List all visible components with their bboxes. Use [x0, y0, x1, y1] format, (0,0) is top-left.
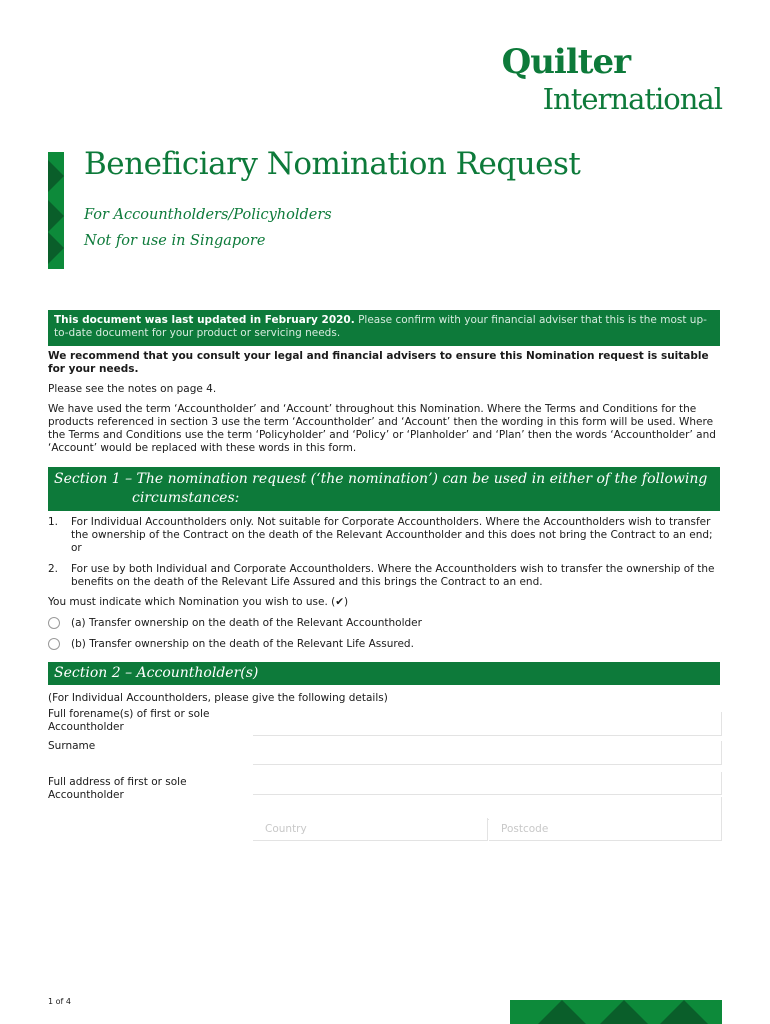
see-notes-text: Please see the notes on page 4. [48, 383, 217, 395]
forename-field[interactable] [253, 712, 722, 736]
option-a-label: (a) Transfer ownership on the death of the Relevant Accountholder [71, 617, 422, 629]
section-1-title-line2: circumstances: [132, 490, 240, 506]
terms-note-text: We have used the term ‘Accountholder’ and ‘Account’ throughout this Nomination. Where the Terms and Conditions for the products referenced in section 3 use the term ‘Accountholder’ and ‘Account’ then the wording in this form will be used. Where the Terms and Conditions use the term ‘Policyholder’ and ‘Policy’ or ‘Planholder’ and ‘Plan’ then the words ‘Accountholder’ and ‘Account’ would be replaced with these words in this form. [48, 403, 716, 454]
option-a-radio[interactable] [48, 617, 60, 629]
individual-instruction: (For Individual Accountholders, please give the following details) [48, 692, 388, 704]
footer-ribbon-decoration [510, 1000, 722, 1024]
postcode-field[interactable] [489, 818, 722, 841]
notice-bold: This document was last updated in February 2020. [54, 314, 355, 326]
indicate-instruction: You must indicate which Nomination you wish to use. (✔) [48, 596, 349, 608]
country-field[interactable] [253, 818, 488, 841]
subtitle-restriction: Not for use in Singapore [84, 233, 266, 249]
recommendation-text: We recommend that you consult your legal and financial advisers to ensure this Nomination request is suitable for your needs. [48, 350, 709, 375]
list-item-number: 1. [48, 516, 59, 528]
surname-field[interactable] [253, 741, 722, 765]
forename-label: Full forename(s) of first or sole Accountholder [48, 708, 210, 733]
notice-rest: Please confirm with your financial adviser that this is the most up-to-date document for your product or servicing needs. [54, 314, 707, 339]
section-1-header [48, 467, 720, 511]
address-line2-field[interactable] [253, 797, 722, 820]
list-item-text: For Individual Accountholders only. Not suitable for Corporate Accountholders. Where the Accountholders wish to transfer the ownership of the Contract on the death of the Relevant Accountholder and this does not bring the Contract to an end; or [71, 516, 713, 554]
surname-label: Surname [48, 740, 96, 752]
postcode-placeholder: Postcode [501, 823, 549, 835]
option-b-label: (b) Transfer ownership on the death of the Relevant Life Assured. [71, 638, 414, 650]
logo-quilter: Quilter [501, 42, 630, 82]
list-item [48, 516, 724, 558]
section-1-title-line1: Section 1 – The nomination request (‘the nomination’) can be used in either of the following [54, 471, 708, 487]
update-notice-banner [48, 310, 720, 346]
document-title: Beneficiary Nomination Request [84, 146, 581, 182]
address-label: Full address of first or sole Accountholder [48, 776, 187, 801]
option-b-radio[interactable] [48, 638, 60, 650]
country-placeholder: Country [265, 823, 307, 835]
page-number: 1 of 4 [48, 997, 71, 1006]
subtitle-audience: For Accountholders/Policyholders [84, 207, 332, 223]
list-item-text: For use by both Individual and Corporate Accountholders. Where the Accountholders wish to transfer the ownership of the benefits on the death of the Relevant Life Assured and this brings the Contract to an end. [71, 563, 715, 588]
address-line1-field[interactable] [253, 772, 722, 795]
logo-international: International [542, 82, 722, 116]
list-item-number: 2. [48, 563, 59, 575]
section-2-header: Section 2 – Accountholder(s) [48, 662, 720, 685]
list-item [48, 563, 724, 591]
ribbon-decoration [48, 152, 64, 269]
